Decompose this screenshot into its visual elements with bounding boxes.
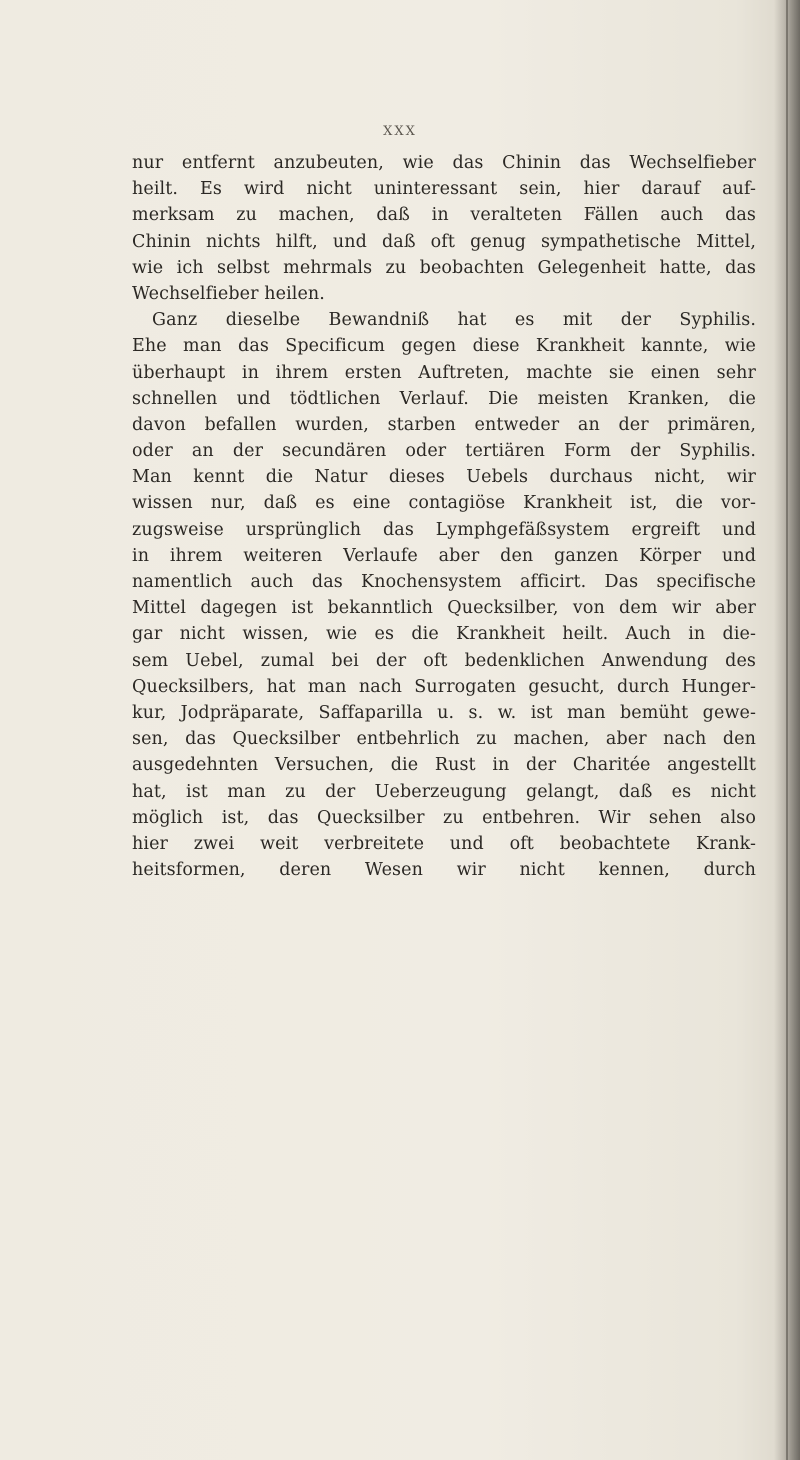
- text-line: überhaupt in ihrem ersten Auftreten, machte sie einen sehr: [132, 362, 756, 383]
- text-line: heitsformen, deren Wesen wir nicht kennen, durch: [132, 860, 756, 881]
- text-line: wissen nur, daß es eine contagiöse Krankheit ist, die vor-: [132, 493, 756, 514]
- text-line: Ehe man das Specificum gegen diese Krankheit kannte, wie: [132, 336, 756, 357]
- text-line: davon befallen wurden, starben entweder an der primären,: [132, 414, 756, 435]
- text-line: schnellen und tödtlichen Verlauf. Die meisten Kranken, die: [132, 388, 756, 409]
- text-line: Quecksilbers, hat man nach Surrogaten gesucht, durch Hunger-: [132, 676, 756, 697]
- text-line: ausgedehnten Versuchen, die Rust in der Charitée angestellt: [132, 755, 756, 776]
- text-line: heilt. Es wird nicht uninteressant sein, hier darauf auf-: [132, 179, 756, 200]
- text-line: gar nicht wissen, wie es die Krankheit heilt. Auch in die-: [132, 624, 756, 645]
- text-line: kur, Jodpräparate, Saffaparilla u. s. w. ist man bemüht gewe-: [132, 702, 756, 723]
- text-line: sen, das Quecksilber entbehrlich zu machen, aber nach den: [132, 729, 756, 750]
- text-line: hat, ist man zu der Ueberzeugung gelangt, daß es nicht: [132, 781, 756, 802]
- body-text: [132, 150, 756, 883]
- text-line: sem Uebel, zumal bei der oft bedenklichen Anwendung des: [132, 650, 756, 671]
- text-line: wie ich selbst mehrmals zu beobachten Gelegenheit hatte, das: [132, 257, 756, 278]
- text-line: merksam zu machen, daß in veralteten Fällen auch das: [132, 205, 756, 226]
- page-edge-line: [786, 0, 788, 1460]
- text-line: nur entfernt anzubeuten, wie das Chinin das Wechselfieber: [132, 153, 756, 173]
- text-line: zugsweise ursprünglich das Lymphgefäßsystem ergreift und: [132, 519, 756, 540]
- text-line: hier zwei weit verbreitete und oft beobachtete Krank-: [132, 833, 756, 854]
- text-line: Wechselfieber heilen.: [132, 283, 325, 304]
- text-line: Chinin nichts hilft, und daß oft genug sympathetische Mittel,: [132, 231, 756, 252]
- text-line: Man kennt die Natur dieses Uebels durchaus nicht, wir: [132, 467, 756, 488]
- text-line: Mittel dagegen ist bekanntlich Quecksilber, von dem wir aber: [132, 598, 756, 619]
- text-line: Ganz dieselbe Bewandniß hat es mit der Syphilis.: [152, 310, 756, 331]
- text-line: oder an der secundären oder tertiären Form der Syphilis.: [132, 441, 756, 462]
- text-line: möglich ist, das Quecksilber zu entbehren. Wir sehen also: [132, 807, 756, 828]
- text-line: namentlich auch das Knochensystem afficirt. Das specifische: [132, 572, 756, 592]
- page-number: XXX: [383, 124, 417, 139]
- text-line: in ihrem weiteren Verlaufe aber den ganzen Körper und: [132, 545, 756, 566]
